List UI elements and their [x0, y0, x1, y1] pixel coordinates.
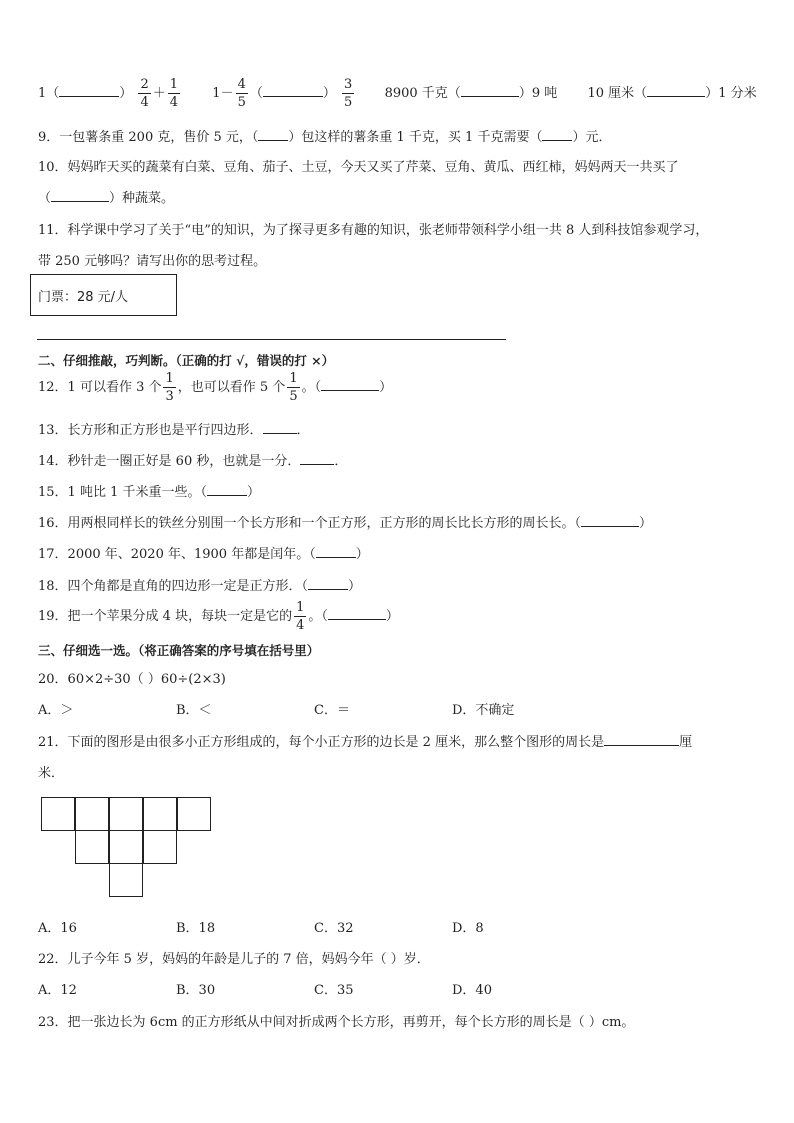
q9-text-c: ）元． — [572, 130, 612, 145]
fraction-1-5: $\frac{1}{5}$ — [289, 371, 298, 404]
fraction-2-4: $\frac{2}{4}$ — [140, 77, 149, 110]
q14-period: ． — [334, 454, 348, 469]
q8-c-post: ）9 吨 — [518, 86, 558, 101]
q21-option-d[interactable]: D．8 — [452, 921, 484, 936]
q22-option-b[interactable]: B．30 — [176, 983, 216, 998]
fraction-3-5: $\frac{3}{5}$ — [344, 77, 353, 110]
q19-close: ） — [385, 609, 399, 624]
q23-stem: 23．把一张边长为 6cm 的正方形纸从中间对折成两个长方形，再剪开，每个长方形的周长是（ ）cm。 — [38, 1015, 635, 1030]
section3-title: 三、仔细选一选。（将正确答案的序号填在括号里） — [38, 643, 320, 658]
q15-text: 15．1 吨比 1 千米重一些。（ — [38, 485, 207, 500]
q21-line2: 米． — [38, 766, 65, 781]
q10-line1: 10．妈妈昨天买的蔬菜有白菜、豆角、茄子、土豆，今天又买了芹菜、豆角、黄瓜、西红柿，妈妈两天一共买了 — [38, 160, 679, 175]
q12-text-a: 12．1 可以看作 3 个 — [38, 380, 162, 395]
q11-line1: 11．科学课中学习了关于“电”的知识，为了探寻更多有趣的知识，张老师带领科学小组一共 8 人到科技馆参观学习， — [38, 223, 709, 238]
q19-text: 19．把一个苹果分成 4 块，每块一定是它的 — [38, 609, 293, 624]
q8-d-post: ）1 分米 — [705, 86, 757, 101]
q12-text-b: ，也可以看作 5 个 — [177, 380, 286, 395]
q18 — [38, 575, 361, 594]
q8-d-pre: 10 厘米（ — [587, 86, 648, 101]
square — [41, 797, 75, 831]
fraction-4-5: $\frac{4}{5}$ — [237, 77, 246, 110]
q16-text: 16．用两根同样长的铁丝分别围一个长方形和一个正方形，正方形的周长比长方形的周长长。（ — [38, 516, 582, 531]
q20-option-c[interactable]: C．＝ — [314, 703, 350, 718]
q15-close: ） — [246, 485, 260, 500]
q21-text: 21．下面的图形是由很多小正方形组成的，每个小正方形的边长是 2 厘米，那么整个图形的周长是 — [38, 735, 605, 750]
fraction-1-3: $\frac{1}{3}$ — [165, 371, 174, 404]
q14-text: 14．秒针走一圈正好是 60 秒，也就是一分． — [38, 454, 301, 469]
q15-blank[interactable] — [207, 483, 247, 496]
square — [109, 863, 143, 897]
q13 — [38, 419, 310, 438]
square — [177, 797, 211, 831]
q20-stem: 20．60×2÷30（ ）60÷(2×3) — [38, 672, 226, 687]
q14-blank[interactable] — [300, 452, 334, 465]
q16-close: ） — [639, 516, 653, 531]
q20-option-d[interactable]: D．不确定 — [452, 703, 515, 718]
q8-d-blank[interactable] — [647, 84, 705, 97]
q17-blank[interactable] — [316, 545, 356, 558]
q21-option-c[interactable]: C．32 — [314, 921, 354, 936]
square — [75, 797, 109, 831]
q12-text-d: ） — [379, 380, 393, 395]
q10-line2 — [38, 187, 174, 206]
q8-a-blank[interactable] — [59, 84, 119, 97]
q13-blank[interactable] — [263, 421, 297, 434]
q9-text-b: ）包这样的薯条重 1 千克，买 1 千克需要（ — [288, 130, 543, 145]
q9-blank-1[interactable] — [258, 128, 288, 141]
section2-title: 二、仔细推敲，巧判断。（正确的打 √，错误的打 ×） — [38, 353, 335, 368]
q19-text-b: 。（ — [308, 609, 328, 624]
q8-a-post: ） — [119, 86, 133, 101]
q8-a-pre: 1（ — [38, 86, 60, 101]
q21-option-b[interactable]: B．18 — [176, 921, 216, 936]
q12-blank[interactable] — [321, 378, 379, 391]
q20-option-a[interactable]: A．＞ — [38, 703, 74, 718]
q8-b-pre: 1－ — [212, 86, 234, 101]
square — [143, 797, 177, 831]
q13-text: 13．长方形和正方形也是平行四边形． — [38, 423, 263, 438]
q22-option-a[interactable]: A．12 — [38, 983, 77, 998]
q9-blank-2[interactable] — [542, 128, 572, 141]
q8-row — [38, 78, 757, 109]
square — [75, 830, 109, 864]
q14 — [38, 450, 347, 469]
q11-line2: 带 250 元够吗？请写出你的思考过程。 — [38, 254, 267, 269]
ticket-price: 门票：28 元/人 — [38, 290, 129, 305]
q18-close: ） — [348, 579, 362, 594]
q16 — [38, 512, 652, 531]
q17-close: ） — [355, 547, 369, 562]
q22-stem: 22．儿子今年 5 岁，妈妈的年龄是儿子的 7 倍，妈妈今年（ ）岁． — [38, 952, 430, 967]
square — [143, 830, 177, 864]
q10-post: ）种蔬菜。 — [109, 191, 175, 206]
square — [109, 797, 143, 831]
q21-unit-start: 厘 — [679, 735, 693, 750]
q12 — [38, 372, 392, 403]
q22-option-c[interactable]: C．35 — [314, 983, 354, 998]
fraction-1-4: $\frac{1}{4}$ — [169, 77, 179, 110]
q17 — [38, 543, 369, 562]
q13-period: ． — [296, 423, 310, 438]
q21-line1 — [38, 731, 692, 750]
q8-b-post: ） — [322, 86, 336, 101]
q8-b-mid: （ — [249, 86, 263, 101]
q22-option-d[interactable]: D．40 — [452, 983, 492, 998]
q19 — [38, 601, 399, 632]
q9-text-a: 9．一包薯条重 200 克，售价 5 元，（ — [38, 130, 259, 145]
q8-c-pre: 8900 千克（ — [384, 86, 461, 101]
plus-sign: ＋ — [152, 86, 166, 101]
q10-pre: （ — [38, 191, 52, 206]
q18-text: 18．四个角都是直角的四边形一定是正方形．（ — [38, 579, 309, 594]
q9 — [38, 126, 611, 145]
q10-blank[interactable] — [51, 189, 109, 202]
q15 — [38, 481, 260, 500]
q18-blank[interactable] — [308, 577, 348, 590]
q8-c-blank[interactable] — [461, 84, 519, 97]
q17-text: 17．2000 年、2020 年、1900 年都是闰年。（ — [38, 547, 316, 562]
q21-option-a[interactable]: A．16 — [38, 921, 77, 936]
q8-b-blank[interactable] — [263, 84, 323, 97]
q12-text-c: 。（ — [301, 380, 322, 395]
q20-option-b[interactable]: B．＜ — [176, 703, 212, 718]
answer-line — [37, 339, 506, 340]
fraction-1-4-q19: $\frac{1}{4}$ — [296, 600, 305, 633]
square — [109, 830, 143, 864]
q16-blank[interactable] — [581, 514, 639, 527]
q19-blank[interactable] — [328, 607, 386, 620]
q21-blank[interactable] — [604, 733, 679, 746]
